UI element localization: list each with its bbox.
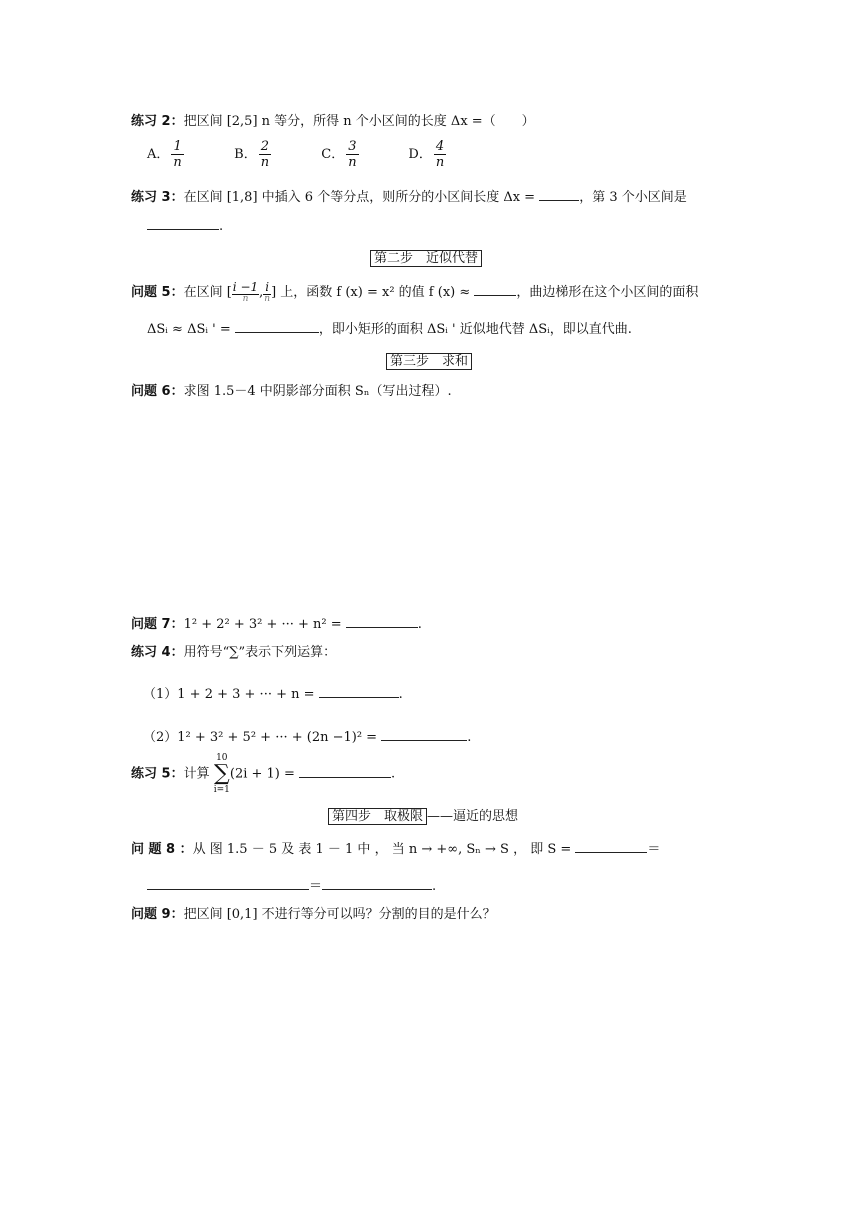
summation-symbol: ∑ <box>213 761 230 786</box>
question-9-text: 把区间 [0,1] 不进行等分可以吗？分割的目的是什么？ <box>183 907 496 922</box>
option-b-fraction <box>259 139 271 170</box>
answer-blank[interactable] <box>319 685 399 698</box>
question-6-text: 求图 1.5－4 中阴影部分面积 Sₙ（写出过程）. <box>183 384 452 399</box>
question-5-text-a: 在区间 [ <box>183 285 232 300</box>
question-5-line-2 <box>147 320 632 339</box>
question-5-line2-a: ΔSᵢ ≈ ΔSᵢ ' = <box>147 322 235 337</box>
exercise-3-line <box>131 188 687 207</box>
option-b-denominator: n <box>260 155 270 170</box>
exercise-3-label: 练习 3： <box>131 190 184 205</box>
option-c <box>321 138 404 172</box>
question-5-text-c: ，曲边梯形在这个小区间的面积 <box>516 285 699 300</box>
answer-blank[interactable] <box>235 320 319 333</box>
question-5-label: 问题 5： <box>131 285 184 300</box>
step-3-title: 第三步 求和 <box>386 353 472 370</box>
interval-left-fraction <box>232 281 259 304</box>
exercise-5-text: 计算 <box>183 766 214 782</box>
option-b-letter: B． <box>234 147 257 162</box>
option-b <box>234 138 317 172</box>
step-3-heading <box>386 353 472 371</box>
question-8-eq-2: ＝ <box>309 879 323 894</box>
exercise-4-item-2-text: （2）1² + 3² + 5² + ··· + (2n −1)² = <box>143 730 382 745</box>
question-9-label: 问题 9： <box>131 907 184 922</box>
exercise-4-item-2 <box>143 728 471 747</box>
exercise-4-item-1-end: . <box>398 687 403 702</box>
answer-blank[interactable] <box>322 877 432 890</box>
exercise-5-line <box>131 753 395 795</box>
exercise-4-item-2-end: . <box>467 730 472 745</box>
interval-left-numerator: i −1 <box>232 280 259 294</box>
answer-blank[interactable] <box>299 765 391 778</box>
option-c-numerator: 3 <box>346 139 358 155</box>
step-4-title: 第四步 取极限 <box>328 808 427 825</box>
question-8-eq: ＝ <box>647 842 661 857</box>
exercise-4-item-1 <box>143 685 403 704</box>
summation <box>214 753 230 795</box>
answer-blank[interactable] <box>147 877 309 890</box>
exercise-2-line <box>131 113 535 131</box>
question-6-label: 问题 6： <box>131 384 184 399</box>
option-d-fraction <box>434 139 446 170</box>
exercise-2-label: 练习 2： <box>131 114 184 129</box>
question-7-end: . <box>417 617 422 632</box>
answer-blank[interactable] <box>381 728 467 741</box>
option-a-fraction <box>171 139 183 170</box>
option-d-numerator: 4 <box>434 139 446 155</box>
exercise-4-line <box>131 644 336 662</box>
answer-blank[interactable] <box>575 840 647 853</box>
step-2-title: 第二步 近似代替 <box>370 250 482 267</box>
exercise-5-label: 练习 5： <box>131 766 184 782</box>
step-2-heading <box>370 250 482 268</box>
question-9-line <box>131 906 496 924</box>
option-b-numerator: 2 <box>259 139 271 155</box>
question-8-end: . <box>432 879 437 894</box>
exercise-3-line-2 <box>147 217 223 236</box>
question-5-text-b: ] 上，函数 f (x) = x² 的值 f (x) ≈ <box>271 285 475 300</box>
interval-left-denominator: n <box>242 294 249 304</box>
exercise-5-end: . <box>391 766 396 782</box>
answer-blank[interactable] <box>539 188 579 201</box>
question-8-label: 问 题 8 ： <box>131 842 193 857</box>
interval-comma: , <box>259 285 264 300</box>
summation-upper: 10 <box>216 753 228 763</box>
exercise-4-item-1-text: （1）1 + 2 + 3 + ··· + n = <box>143 687 319 702</box>
exercise-3-text-b: ，第 3 个小区间是 <box>579 190 687 205</box>
question-8-line-2 <box>147 877 436 896</box>
option-d-denominator: n <box>435 155 445 170</box>
exercise-2-text: 把区间 [2,5] n 等分，所得 n 个小区间的长度 Δx =（ ） <box>183 114 535 129</box>
interval-right-numerator: i <box>265 280 270 294</box>
exercise-4-label: 练习 4： <box>131 645 184 660</box>
answer-blank[interactable] <box>474 283 516 296</box>
question-8-line <box>131 840 660 859</box>
question-5-line2-b: ，即小矩形的面积 ΔSᵢ ' 近似地代替 ΔSᵢ，即以直代曲. <box>318 322 632 337</box>
option-c-fraction <box>346 139 358 170</box>
interval-right-fraction <box>263 281 271 304</box>
exercise-4-text: 用符号“∑”表示下列运算： <box>183 645 337 660</box>
option-d <box>408 138 491 172</box>
exercise-3-end: . <box>219 219 224 234</box>
answer-blank[interactable] <box>147 217 219 230</box>
option-a <box>147 138 230 172</box>
exercise-3-text-a: 在区间 [1,8] 中插入 6 个等分点，则所分的小区间长度 Δx = <box>183 190 540 205</box>
question-6-line <box>131 383 452 401</box>
option-a-denominator: n <box>173 155 182 170</box>
answer-blank[interactable] <box>346 615 418 628</box>
question-7-line <box>131 615 422 634</box>
option-c-letter: C． <box>321 147 345 162</box>
question-5-line <box>131 276 698 310</box>
exercise-5-expr: (2i + 1) = <box>229 766 300 782</box>
question-8-text: 从 图 1.5 － 5 及 表 1 － 1 中 ， 当 n → +∞, Sₙ → S ， 即 S = <box>192 842 576 857</box>
summation-lower: i=1 <box>213 785 230 795</box>
step-4-heading <box>328 808 518 826</box>
interval-right-denominator: n <box>264 294 271 304</box>
option-d-letter: D． <box>408 147 432 162</box>
step-4-suffix: ——逼近的思想 <box>427 809 519 824</box>
question-7-text: 1² + 2² + 3² + ··· + n² = <box>183 617 346 632</box>
exercise-2-options <box>147 138 491 172</box>
option-c-denominator: n <box>348 155 357 170</box>
question-7-label: 问题 7： <box>131 617 184 632</box>
option-a-letter: A． <box>147 147 170 162</box>
option-a-numerator: 1 <box>171 139 183 155</box>
